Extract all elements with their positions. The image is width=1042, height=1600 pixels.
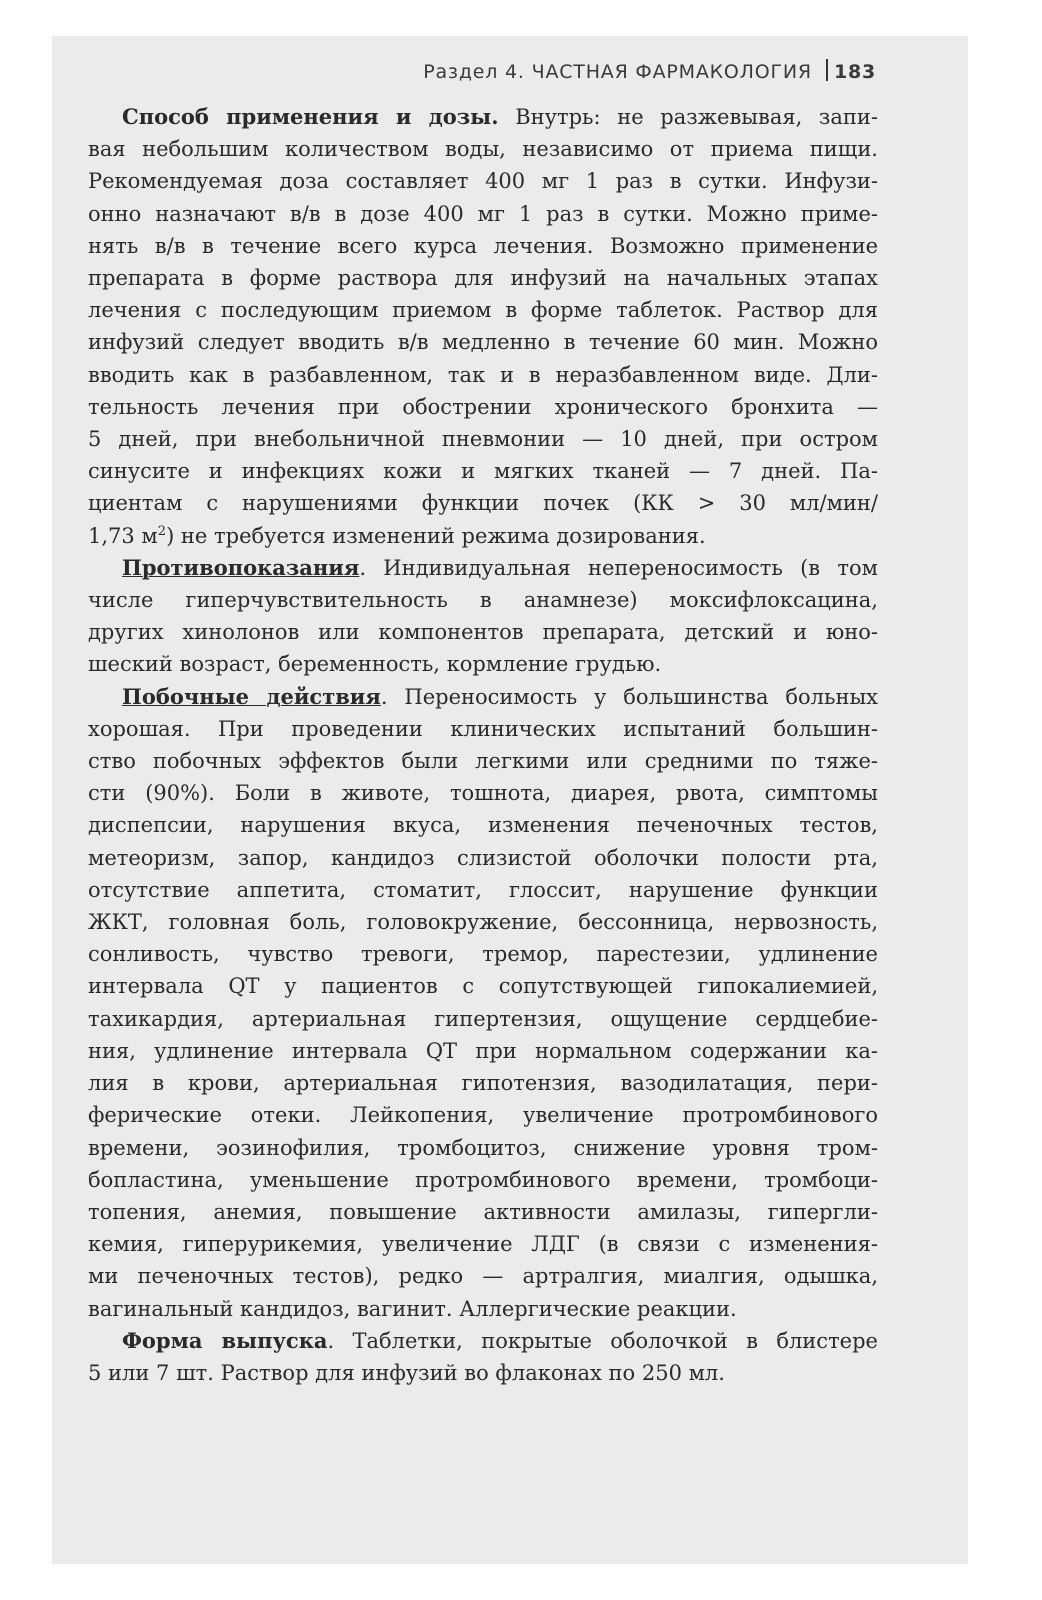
text-line: инфузий следует вводить в/в медленно в течение 60 мин. Можно xyxy=(88,330,878,355)
text-line: лия в крови, артериальная гипотензия, вазодилатация, пери- xyxy=(88,1071,878,1096)
text-line: хорошая. При проведении клинических испытаний большин- xyxy=(88,716,878,741)
text-line: ЖКТ, головная боль, головокружение, бессонница, нервозность, xyxy=(88,910,878,935)
text-line: ство побочных эффектов были легкими или средними по тяже- xyxy=(88,749,878,774)
text-line: интервала QT у пациентов с сопутствующей гипокалиемией, xyxy=(88,974,878,999)
text-line: диспепсии, нарушения вкуса, изменения печеночных тестов, xyxy=(88,813,878,838)
text-line: 1,73 $м^2$) не требуется изменений режима дозирования. xyxy=(88,523,706,548)
text-line: Способ применения и дозы. Внутрь: не разжевывая, запи- xyxy=(122,104,878,129)
paragraph-side-effects xyxy=(88,681,878,1325)
text-line: числе гиперчувствительность в анамнезе) моксифлоксацина, xyxy=(88,588,878,613)
text-line: шеский возраст, беременность, кормление грудью. xyxy=(88,652,662,677)
section-title: Раздел 4. ЧАСТНАЯ ФАРМАКОЛОГИЯ xyxy=(423,61,812,83)
page-number: 183 xyxy=(833,61,876,83)
paragraph-lead: Способ применения и дозы. xyxy=(122,104,499,129)
text-line: времени, эозинофилия, тромбоцитоз, снижение уровня тром- xyxy=(88,1135,878,1160)
text-line: тахикардия, артериальная гипертензия, ощущение сердцебие- xyxy=(88,1006,878,1031)
text-line: сонливость, чувство тревоги, тремор, парестезии, удлинение xyxy=(88,942,878,967)
text-line: отсутствие аппетита, стоматит, глоссит, нарушение функции xyxy=(88,877,878,902)
header-divider xyxy=(826,59,828,81)
text-line: Рекомендуемая доза составляет 400 мг 1 раз в сутки. Инфузи- xyxy=(88,169,878,194)
paragraph-contraindications xyxy=(88,552,878,681)
text-line: Противопоказания. Индивидуальная непереносимость (в том xyxy=(122,554,878,580)
text-line: онно назначают в/в в дозе 400 мг 1 раз в сутки. Можно приме- xyxy=(88,201,878,226)
text-line: циентам с нарушениями функции почек (КК > 30 мл/мин/ xyxy=(88,491,878,516)
paragraph-lead: Противопоказания xyxy=(122,554,360,580)
text-line: метеоризм, запор, кандидоз слизистой оболочки полости рта, xyxy=(88,845,878,870)
text-line: Побочные действия. Переносимость у большинства больных xyxy=(122,683,878,709)
paragraph-lead: Форма выпуска xyxy=(122,1327,328,1353)
text-line: вводить как в разбавленном, так и в неразбавленном виде. Дли- xyxy=(88,362,878,387)
superscript: 2 xyxy=(157,523,167,539)
text-line: вая небольшим количеством воды, независимо от приема пищи. xyxy=(88,137,878,162)
text-line: кемия, гиперурикемия, увеличение ЛДГ (в связи с изменения- xyxy=(88,1232,878,1257)
text-line: ми печеночных тестов), редко — артралгия, миалгия, одышка, xyxy=(88,1264,878,1289)
text-line: сти (90%). Боли в животе, тошнота, диарея, рвота, симптомы xyxy=(88,781,878,806)
page-content xyxy=(88,56,878,1389)
text-line: бопластина, уменьшение протромбинового времени, тромбоци- xyxy=(88,1167,878,1192)
text-line: препарата в форме раствора для инфузий на начальных этапах xyxy=(88,266,878,291)
text-line: синусите и инфекциях кожи и мягких тканей — 7 дней. Па- xyxy=(88,459,878,484)
text-line: нять в/в в течение всего курса лечения. Возможно применение xyxy=(88,233,878,258)
text-line: Форма выпуска. Таблетки, покрытые оболочкой в блистере xyxy=(122,1327,878,1353)
paragraph-dosage xyxy=(88,101,878,552)
text-line: топения, анемия, повышение активности амилазы, гипергли- xyxy=(88,1199,878,1224)
text-line: тельность лечения при обострении хронического бронхита — xyxy=(88,394,878,419)
text-line: 5 дней, при внебольничной пневмонии — 10 дней, при остром xyxy=(88,427,878,452)
paragraph-lead: Побочные действия xyxy=(122,683,381,709)
text-line: лечения с последующим приемом в форме таблеток. Раствор для xyxy=(88,298,878,323)
text-line: ферические отеки. Лейкопения, увеличение протромбинового xyxy=(88,1103,878,1128)
text-line: других хинолонов или компонентов препарата, детский и юно- xyxy=(88,620,878,645)
text-line: вагинальный кандидоз, вагинит. Аллергические реакции. xyxy=(88,1296,737,1321)
text-line: ния, удлинение интервала QT при нормальном содержании ка- xyxy=(88,1038,878,1063)
paragraph-release-form xyxy=(88,1325,878,1389)
running-header xyxy=(88,56,878,83)
text-line: 5 или 7 шт. Раствор для инфузий во флаконах по 250 мл. xyxy=(88,1360,725,1385)
